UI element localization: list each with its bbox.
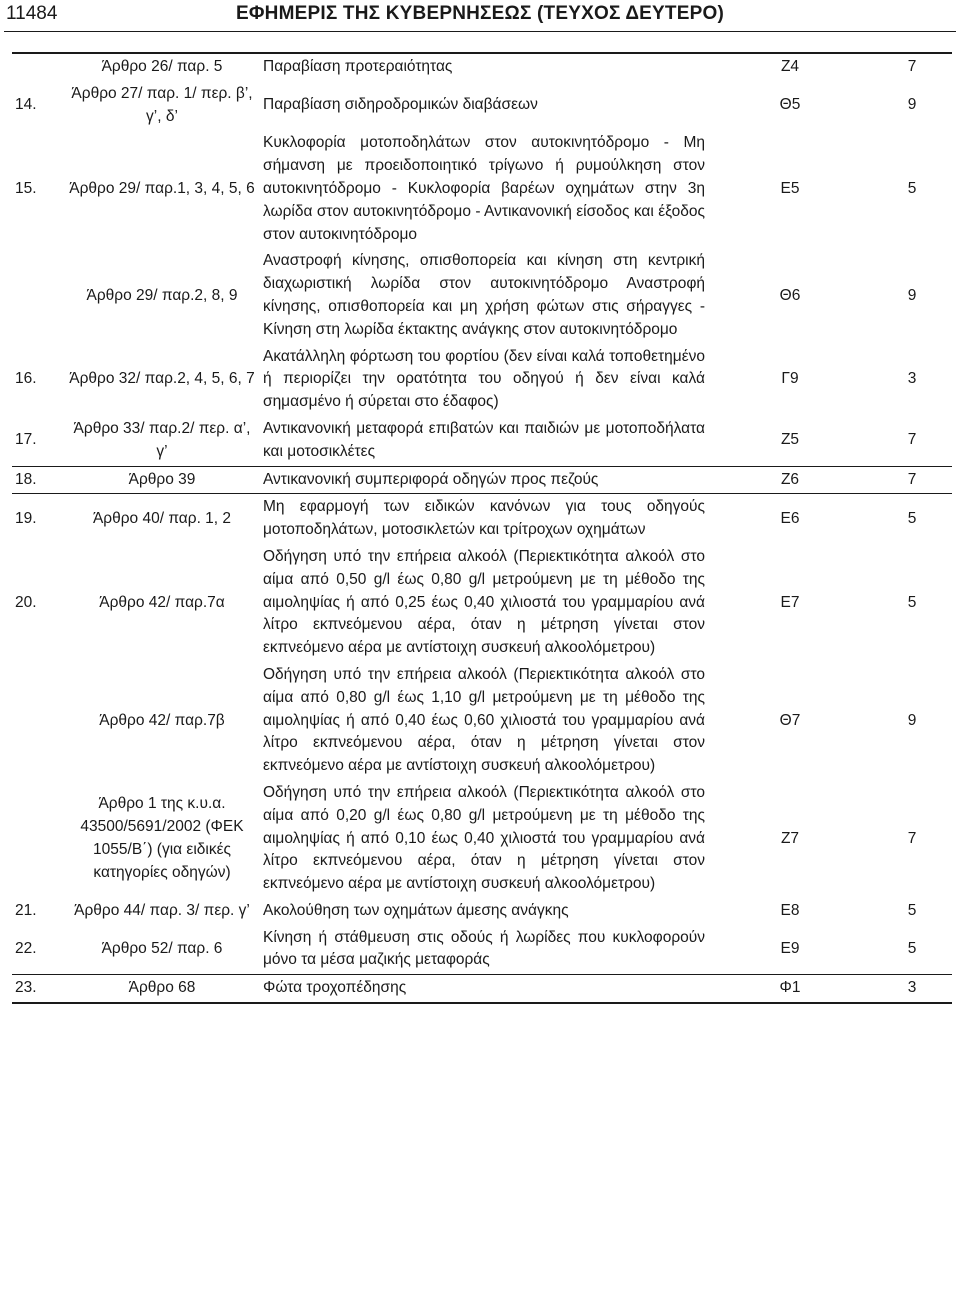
row-number: 19. [12,494,64,544]
article-cell: Άρθρο 68 [64,975,260,1003]
article-cell: Άρθρο 32/ παρ.2, 4, 5, 6, 7 [69,370,255,388]
table-row [12,780,952,898]
row-number: 18. [12,466,64,494]
row-number: 21. [15,901,37,919]
article-cell: Άρθρο 29/ παρ.1, 3, 4, 5, 6 [69,179,255,197]
points-cell: 9 [907,286,917,304]
article-cell: Άρθρο 42/ παρ.7α [99,593,225,611]
description-cell: Οδήγηση υπό την επήρεια αλκοόλ (Περιεκτικότητα αλκοόλ στο αίμα από 0,80 g/l έως 1,10 g/l μετρούμενη με τη μέθοδο της αιμοληψίας ή από 0,40 έως 0,60 χιλιοστά του γραμμαρίου ανά λίτρο εκπνεόμενου αέρα, όταν η μέτρηση γίνεται στον εκπνεόμενο αέρα με αντίστοιχη συσκευή αλκοολόμετρου) [263,665,705,775]
table-row [12,494,952,544]
article-cell: Άρθρο 1 της κ.υ.α. 43500/5691/2002 (ΦΕΚ 1055/Β΄) (για ειδικές κατηγορίες οδηγών) [80,795,244,881]
table-row [12,344,952,416]
points-cell: 5 [907,593,917,611]
table-row [12,975,952,1003]
row-number: 14. [15,96,37,114]
points-cell: 7 [907,431,917,449]
description-cell: Αναστροφή κίνησης, οπισθοπορεία και κίνηση στη κεντρική διαχωριστική λωρίδα στον αυτοκινητόδρομο Αναστροφή κίνησης, οπισθοπορεία και μη χρήση φώτων στις σήραγγες - Κίνηση στη λωρίδα έκτακτης ανάγκης στον αυτοκινητόδρομο [263,252,705,338]
table-row [12,53,952,81]
row-number: 23. [12,975,64,1003]
article-cell: Άρθρο 42/ παρ.7β [99,711,225,729]
row-number: 22. [15,940,37,958]
table-row [12,898,952,925]
header-rule [4,31,956,32]
article-cell: Άρθρο 44/ παρ. 3/ περ. γ’ [74,901,250,919]
description-cell: Οδήγηση υπό την επήρεια αλκοόλ (Περιεκτικότητα αλκοόλ στο αίμα από 0,20 g/l έως 0,80 g/l μετρούμενη με τη μέθοδο της αιμοληψίας ή από 0,10 έως 0,40 χιλιοστά του γραμμαρίου ανά λίτρο εκπνεόμενου αέρα, όταν η μέτρηση γίνεται στον εκπνεόμενο αέρα με αντίστοιχη συσκευή αλκοολόμετρου) [263,783,705,893]
table-row [12,466,952,494]
code-cell: Ζ7 [780,829,800,847]
description-cell: Κίνηση ή στάθμευση στις οδούς ή λωρίδες που κυκλοφορούν μόνο τα μέσα μαζικής μεταφοράς [263,928,705,969]
row-number [12,780,64,898]
code-cell: Ε6 [708,494,872,544]
description-cell: Φώτα τροχοπέδησης [260,975,708,1003]
code-cell: Γ9 [781,370,799,388]
description-cell: Μη εφαρμογή των ειδικών κανόνων για τους οδηγούς μοτοποδηλάτων, μοτοσικλετών και τρίτροχων οχημάτων [260,494,708,544]
table-row [12,925,952,975]
code-cell: Θ6 [779,286,801,304]
points-cell: 5 [907,901,917,919]
code-cell: Θ5 [779,96,801,114]
row-number [12,248,64,343]
points-cell: 7 [872,466,952,494]
code-cell: Φ1 [708,975,872,1003]
points-cell: 9 [907,96,917,114]
description-cell: Ακατάλληλη φόρτωση του φορτίου (δεν είναι καλά τοποθετημένο ή περιορίζει την ορατότητα του οδηγού ή δεν είναι καλά σημασμένο ή σύρεται στο έδαφος) [263,347,705,411]
points-cell: 3 [872,975,952,1003]
row-number: 17. [15,431,37,449]
points-cell: 3 [907,370,917,388]
description-cell: Παραβίαση προτεραιότητας [263,58,453,75]
article-cell: Άρθρο 39 [64,466,260,494]
row-number: 16. [15,370,37,388]
page-header [0,0,960,34]
page-number: 11484 [6,3,58,24]
description-cell: Παραβίαση σιδηροδρομικών διαβάσεων [263,96,538,114]
row-number: 15. [15,179,37,197]
code-cell: Ζ5 [780,431,800,449]
description-cell: Οδήγηση υπό την επήρεια αλκοόλ (Περιεκτικότητα αλκοόλ στο αίμα από 0,50 g/l έως 0,80 g/l μετρούμενη με τη μέθοδο της αιμοληψίας ή από 0,25 έως 0,40 χιλιοστά του γραμμαρίου ανά λίτρο εκπνεόμενου αέρα, όταν η μέτρηση γίνεται στον εκπνεόμενο αέρα με αντίστοιχη συσκευή αλκοολόμετρου) [263,547,705,657]
points-cell: 7 [907,58,917,75]
article-cell: Άρθρο 27/ παρ. 1/ περ. β’, γ’, δ’ [71,84,253,125]
code-cell: Ε9 [780,940,800,958]
code-cell: Θ7 [779,711,801,729]
points-cell: 5 [872,494,952,544]
penalties-table [12,52,952,1004]
gazette-title: ΕΦΗΜΕΡΙΣ ΤΗΣ ΚΥΒΕΡΝΗΣΕΩΣ (ΤΕΥΧΟΣ ΔΕΥΤΕΡΟ) [236,3,724,24]
table-row [12,248,952,343]
article-cell: Άρθρο 26/ παρ. 5 [101,58,223,75]
table-row [12,662,952,780]
points-cell: 7 [907,829,917,847]
points-cell: 9 [907,711,917,729]
code-cell: Ε8 [780,901,800,919]
code-cell: Ε5 [780,179,800,197]
row-number: 20. [15,593,37,611]
table-row [12,544,952,662]
article-cell: Άρθρο 29/ παρ.2, 8, 9 [86,286,238,304]
table-row [12,81,952,131]
points-cell: 5 [907,179,917,197]
code-cell: Ζ4 [780,58,800,75]
table-row [12,130,952,248]
article-cell: Άρθρο 52/ παρ. 6 [101,940,223,958]
description-cell: Κυκλοφορία μοτοποδηλάτων στον αυτοκινητόδρομο - Μη σήμανση με προειδοποιητικό τρίγωνο ή ρυμούλκηση στον αυτοκινητόδρομο - Κυκλοφορία βαρέων οχημάτων στην 3η λωρίδα στον αυτοκινητόδρομο - Αντικανονική είσοδος και έξοδος στον αυτοκινητόδρομο [263,134,705,243]
code-cell: Ζ6 [708,466,872,494]
description-cell: Ακολούθηση των οχημάτων άμεσης ανάγκης [263,901,569,919]
description-cell: Αντικανονική συμπεριφορά οδηγών προς πεζούς [260,466,708,494]
article-cell: Άρθρο 33/ παρ.2/ περ. α’, γ’ [73,419,251,460]
code-cell: Ε7 [780,593,800,611]
row-number [12,662,64,780]
points-cell: 5 [907,940,917,958]
description-cell: Αντικανονική μεταφορά επιβατών και παιδιών με μοτοποδήλατα και μοτοσικλέτες [263,419,705,460]
article-cell: Άρθρο 40/ παρ. 1, 2 [64,494,260,544]
table-row [12,416,952,466]
